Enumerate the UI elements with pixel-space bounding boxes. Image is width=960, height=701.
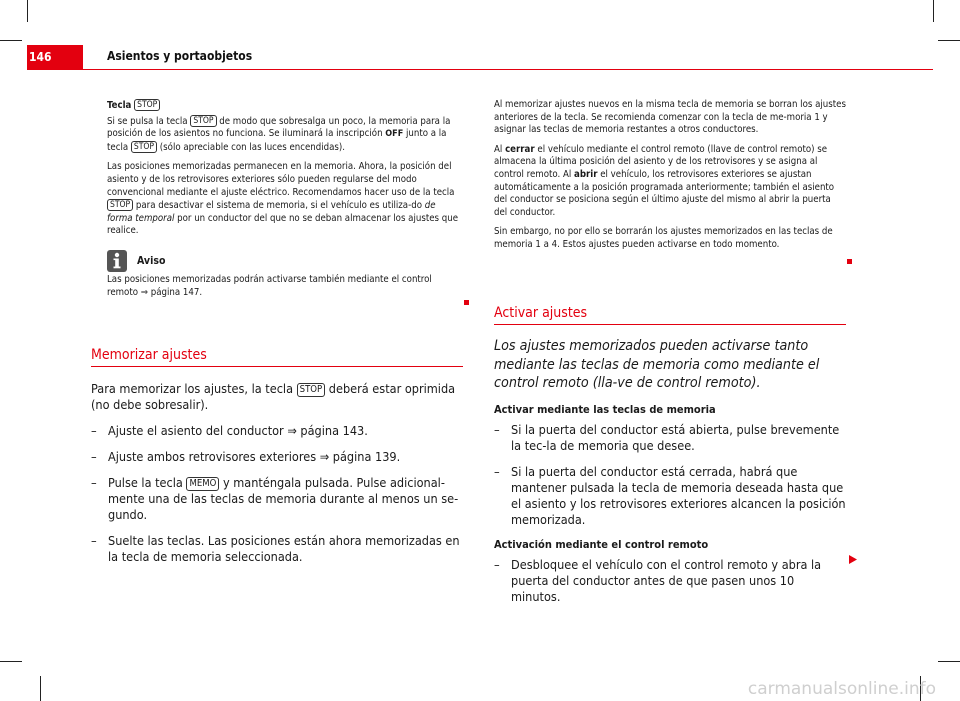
stop-key: STOP	[131, 141, 157, 153]
memorize-section	[91, 347, 463, 575]
watermark: carmanualsonline.info	[747, 679, 936, 699]
list-item: – Si la puerta del conductor está cerrada, habrá que mantener pulsada la tecla de memoria deseada hasta que el asiento y los retrovisores exteriores alcancen la posición memorizada.	[494, 464, 846, 528]
crop-mark	[938, 40, 960, 41]
section-title-activate: Activar ajustes	[494, 305, 846, 325]
info-icon	[107, 250, 127, 272]
crop-mark	[27, 0, 28, 22]
memory-keep-paragraph: Sin embargo, no por ello se borrarán los ajustes memorizados en las teclas de memoria 1 a 4. Estos ajustes pueden activarse en todo momento.	[494, 226, 833, 250]
stop-key-heading: Tecla	[107, 100, 132, 111]
crop-mark	[0, 661, 22, 662]
subheading-remote: Activación mediante el control remoto	[494, 537, 709, 551]
crop-mark	[933, 0, 934, 22]
end-marker-icon	[847, 259, 852, 264]
stop-key: STOP	[190, 115, 216, 127]
activate-remote-steps	[494, 557, 846, 605]
crop-mark	[0, 40, 22, 41]
memorize-steps	[91, 423, 463, 565]
off-indicator-icon: OFF	[385, 129, 404, 140]
activate-key-steps	[494, 422, 846, 528]
left-column	[107, 99, 463, 299]
memory-paragraph: Las posiciones memorizadas permanecen en la memoria. Ahora, la posición del asiento y de los retrovisores exteriores sólo pueden regularse del modo convencional mediante el ajuste eléctrico. Recomendamos hacer uso de la tecla STOP para desactivar el sistema de memoria, si el vehículo es utiliza-do de forma temporal por un conductor del que no se deban almacenar los ajustes que realice.	[107, 161, 459, 237]
continue-arrow-icon	[849, 549, 857, 568]
memory-overwrite-paragraph: Al memorizar ajustes nuevos en la misma tecla de memoria se borran los ajustes anteriores de la tecla. Se recomienda comenzar con la tecla de me-moria 1 y asignar las teclas de memoria restantes a otros conductores.	[494, 99, 846, 136]
crop-mark	[40, 676, 41, 701]
memo-key: MEMO	[186, 477, 219, 491]
section-title-memorize: Memorizar ajustes	[91, 347, 463, 367]
page-number: 146	[27, 45, 83, 70]
page-title: Asientos y portaobjetos	[107, 49, 253, 63]
subheading-memory-keys: Activar mediante las teclas de memoria	[494, 402, 716, 416]
list-item: – Ajuste el asiento del conductor ⇒ página 143.	[91, 423, 463, 439]
note-title: Aviso	[137, 254, 166, 267]
end-marker-icon	[464, 300, 469, 305]
stop-paragraph: Si se pulsa la tecla STOP de modo que sobresalga un poco, la memoria para la posición de los asientos no funciona. Se iluminará la inscripción OFF junto a la tecla STOP (sólo apreciable con las luces encendidas).	[107, 115, 451, 153]
list-item: – Suelte las teclas. Las posiciones están ahora memorizadas en la tecla de memoria seleccionada.	[91, 533, 463, 565]
stop-key: STOP	[134, 99, 160, 111]
memorize-intro: Para memorizar los ajustes, la tecla STOP deberá estar oprimida (no debe sobresalir).	[91, 381, 456, 412]
stop-key-section	[107, 99, 463, 238]
crop-mark	[938, 661, 960, 662]
stop-key: STOP	[107, 199, 133, 211]
list-item: – Ajuste ambos retrovisores exteriores ⇒ página 139.	[91, 449, 463, 465]
activate-section	[494, 305, 846, 615]
stop-key: STOP	[297, 383, 326, 397]
right-column	[494, 99, 846, 259]
remote-paragraph: Al cerrar el vehículo mediante el control remoto (llave de control remoto) se almacena la última posición del asiento y de los retrovisores y se asigna al control remoto. Al abrir el vehículo, los retrovisores exteriores se ajustan automáticamente a la posición programada anteriormente; también el asiento del conductor se posiciona según el último ajuste del mismo al abrir la puerta del conductor.	[494, 143, 835, 218]
note-box	[107, 250, 463, 299]
list-item: – Desbloquee el vehículo con el control remoto y abra la puerta del conductor antes de que pasen unos 10 minutos.	[494, 557, 846, 605]
activate-lead: Los ajustes memorizados pueden activarse tanto mediante las teclas de memoria como mediante el control remoto (lla-ve de control remoto).	[494, 338, 820, 391]
note-text: Las posiciones memorizadas podrán activarse también mediante el control remoto ⇒ página 147.	[107, 273, 432, 298]
list-item: – Si la puerta del conductor está abierta, pulse brevemente la tec-la de memoria que desee.	[494, 422, 846, 454]
header-rule	[27, 69, 933, 70]
list-item: – Pulse la tecla MEMO y manténgala pulsada. Pulse adicional-mente una de las teclas de memoria durante al menos un se-gundo.	[91, 475, 463, 523]
